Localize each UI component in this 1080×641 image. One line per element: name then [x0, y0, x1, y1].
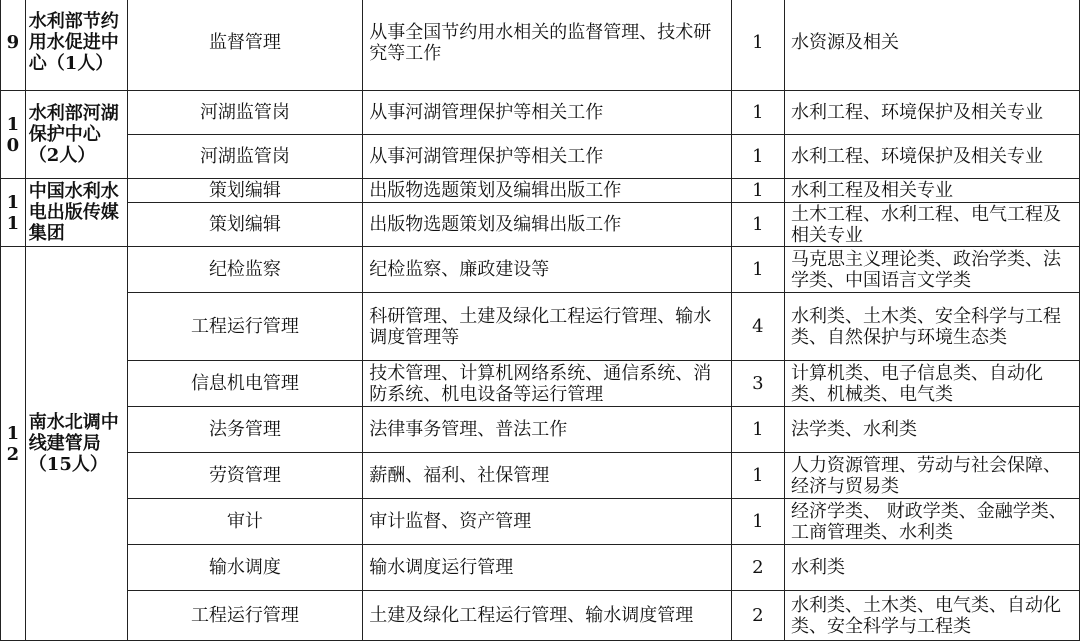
headcount-cell: 1 [731, 499, 784, 545]
headcount-cell: 1 [731, 247, 784, 293]
duty-cell: 法律事务管理、普法工作 [363, 407, 731, 453]
position-title-cell: 策划编辑 [127, 179, 363, 203]
major-requirement-cell: 经济学类、 财政学类、金融学类、工商管理类、水利类 [785, 499, 1080, 545]
headcount-cell: 1 [731, 179, 784, 203]
table-row [1, 361, 1080, 407]
major-requirement-cell: 马克思主义理论类、政治学类、法学类、中国语言文学类 [785, 247, 1080, 293]
unit-number-cell: 11 [1, 179, 26, 247]
position-title-cell: 劳资管理 [127, 453, 363, 499]
headcount-cell: 4 [731, 293, 784, 361]
duty-cell: 从事河湖管理保护等相关工作 [363, 91, 731, 135]
duty-cell: 技术管理、计算机网络系统、通信系统、消防系统、机电设备等运行管理 [363, 361, 731, 407]
table-row [1, 499, 1080, 545]
headcount-cell: 1 [731, 0, 784, 91]
unit-name-cell: 水利部河湖保护中心（2人） [25, 91, 127, 179]
duty-cell: 科研管理、土建及绿化工程运行管理、输水调度管理等 [363, 293, 731, 361]
major-requirement-cell: 土木工程、水利工程、电气工程及相关专业 [785, 203, 1080, 247]
unit-number-cell: 12 [1, 247, 26, 641]
table-row [1, 91, 1080, 135]
major-requirement-cell: 人力资源管理、劳动与社会保障、经济与贸易类 [785, 453, 1080, 499]
table-row [1, 453, 1080, 499]
table-row [1, 179, 1080, 203]
position-title-cell: 策划编辑 [127, 203, 363, 247]
headcount-cell: 1 [731, 407, 784, 453]
major-requirement-cell: 水利类、土木类、电气类、自动化类、安全科学与工程类 [785, 591, 1080, 641]
unit-name-cell: 南水北调中线建管局（15人） [25, 247, 127, 641]
position-title-cell: 河湖监管岗 [127, 91, 363, 135]
position-title-cell: 输水调度 [127, 545, 363, 591]
position-title-cell: 审计 [127, 499, 363, 545]
duty-cell: 从事河湖管理保护等相关工作 [363, 135, 731, 179]
duty-cell: 纪检监察、廉政建设等 [363, 247, 731, 293]
table-row [1, 247, 1080, 293]
major-requirement-cell: 水利工程、环境保护及相关专业 [785, 135, 1080, 179]
major-requirement-cell: 法学类、水利类 [785, 407, 1080, 453]
major-requirement-cell: 水利类、土木类、安全科学与工程类、自然保护与环境生态类 [785, 293, 1080, 361]
headcount-cell: 1 [731, 453, 784, 499]
headcount-cell: 1 [731, 91, 784, 135]
headcount-cell: 1 [731, 135, 784, 179]
unit-name-cell: 中国水利水电出版传媒集团 [25, 179, 127, 247]
unit-number-cell: 9 [1, 0, 26, 91]
unit-number-cell: 10 [1, 91, 26, 179]
unit-name-cell: 水利部节约用水促进中心（1人） [25, 0, 127, 91]
major-requirement-cell: 计算机类、电子信息类、自动化类、机械类、电气类 [785, 361, 1080, 407]
table-row [1, 407, 1080, 453]
duty-cell: 出版物选题策划及编辑出版工作 [363, 179, 731, 203]
table-row [1, 545, 1080, 591]
duty-cell: 土建及绿化工程运行管理、输水调度管理 [363, 591, 731, 641]
duty-cell: 输水调度运行管理 [363, 545, 731, 591]
position-title-cell: 监督管理 [127, 0, 363, 91]
major-requirement-cell: 水利类 [785, 545, 1080, 591]
table-row [1, 293, 1080, 361]
table-row [1, 0, 1080, 91]
headcount-cell: 2 [731, 545, 784, 591]
position-title-cell: 工程运行管理 [127, 293, 363, 361]
position-title-cell: 河湖监管岗 [127, 135, 363, 179]
table-row [1, 591, 1080, 641]
duty-cell: 从事全国节约用水相关的监督管理、技术研究等工作 [363, 0, 731, 91]
table-row [1, 203, 1080, 247]
table-body [1, 0, 1080, 641]
table-row [1, 135, 1080, 179]
major-requirement-cell: 水利工程及相关专业 [785, 179, 1080, 203]
duty-cell: 薪酬、福利、社保管理 [363, 453, 731, 499]
duty-cell: 出版物选题策划及编辑出版工作 [363, 203, 731, 247]
headcount-cell: 3 [731, 361, 784, 407]
headcount-cell: 1 [731, 203, 784, 247]
position-title-cell: 信息机电管理 [127, 361, 363, 407]
position-title-cell: 纪检监察 [127, 247, 363, 293]
duty-cell: 审计监督、资产管理 [363, 499, 731, 545]
position-title-cell: 法务管理 [127, 407, 363, 453]
position-title-cell: 工程运行管理 [127, 591, 363, 641]
major-requirement-cell: 水利工程、环境保护及相关专业 [785, 91, 1080, 135]
major-requirement-cell: 水资源及相关 [785, 0, 1080, 91]
headcount-cell: 2 [731, 591, 784, 641]
